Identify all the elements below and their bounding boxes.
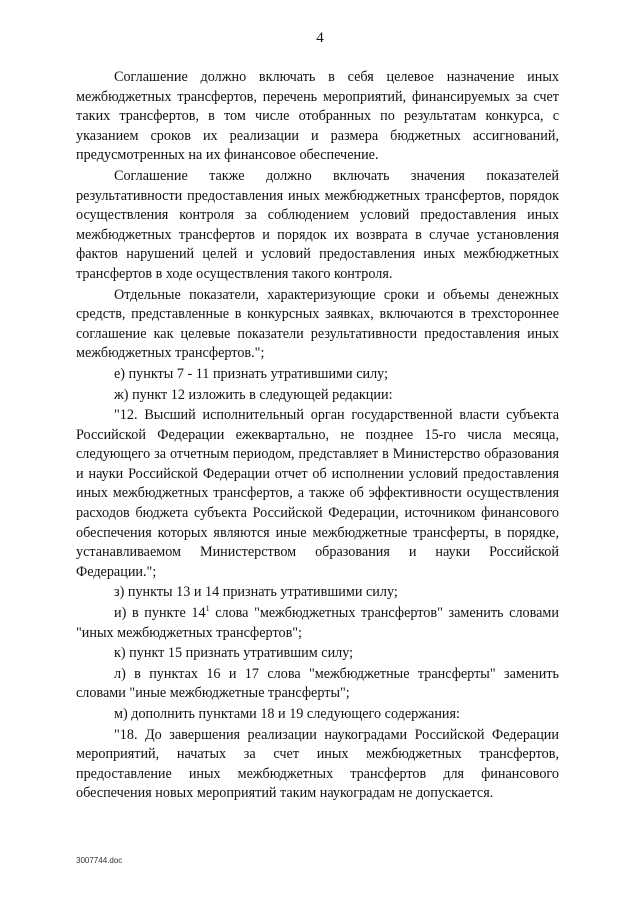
paragraph-agreement-purpose: Соглашение должно включать в себя целевое назначение иных межбюджетных трансфертов, перечень мероприятий, финансируемых за счет таких трансфертов, в том числе отобранных по результатам конкурса, с указанием сроков их реализации и размера бюджетных ассигнований, предусмотренных на их финансовое обеспечение. [76, 69, 559, 164]
paragraph-item-e: е) пункты 7 - 11 признать утратившими силу; [114, 365, 389, 382]
paragraph-clause-12: "12. Высший исполнительный орган государственной власти субъекта Российской Федерации ежеквартально, не позднее 15-го числа месяца, следующего за отчетным периодом, представляет в Министерство образования и науки Российской Федерации отчет об исполнении условий предоставления иных межбюджетных трансфертов, а также об эффективности осуществления расходов бюджета субъекта Российской Федерации, источником финансового обеспечения которых являются иные межбюджетные трансферты, в порядке, устанавливаемом Министерством образования и науки Российской Федерации."; [76, 407, 559, 580]
item-i-text-end: слова "межбюджетных трансфертов" заменить словами "иных межбюджетных трансфертов"; [76, 605, 559, 641]
paragraph-agreement-indicators: Соглашение также должно включать значения показателей результативности предоставления иных межбюджетных трансфертов, порядок осуществления контроля за соблюдением условий предоставления иных межбюджетных трансфертов и порядок их возврата в случае установления фактов нарушений целей и условий предоставления иных межбюджетных трансфертов в ходе осуществления такого контроля. [76, 167, 559, 282]
item-i-text-start: и) в пункте 14 [114, 605, 206, 622]
paragraph-item-z: з) пункты 13 и 14 признать утратившими силу; [114, 584, 398, 601]
paragraph-item-k: к) пункт 15 признать утратившим силу; [114, 645, 354, 662]
item-i-superscript: 1 [205, 604, 210, 614]
document-body [76, 68, 559, 804]
paragraph-item-l: л) в пунктах 16 и 17 слова "межбюджетные трансферты" заменить словами "иные межбюджетные трансферты"; [76, 665, 559, 702]
page-number: 4 [316, 30, 324, 46]
paragraph-item-i [76, 604, 559, 643]
file-name-footer: 3007744.doc [76, 856, 123, 865]
paragraph-clause-18: "18. До завершения реализации наукоградами Российской Федерации мероприятий, начатых за счет иных межбюджетных трансфертов, предоставление иных межбюджетных трансфертов для финансового обеспечения новых мероприятий таким наукоградам не допускается. [76, 726, 559, 802]
paragraph-item-zh: ж) пункт 12 изложить в следующей редакции: [114, 386, 393, 403]
paragraph-item-m: м) дополнить пунктами 18 и 19 следующего содержания: [114, 706, 460, 722]
paragraph-individual-indicators: Отдельные показатели, характеризующие сроки и объемы денежных средств, представленные в конкурсных заявках, включаются в трехстороннее соглашение как целевые показатели результативности предоставления иных межбюджетных трансфертов."; [76, 286, 559, 362]
